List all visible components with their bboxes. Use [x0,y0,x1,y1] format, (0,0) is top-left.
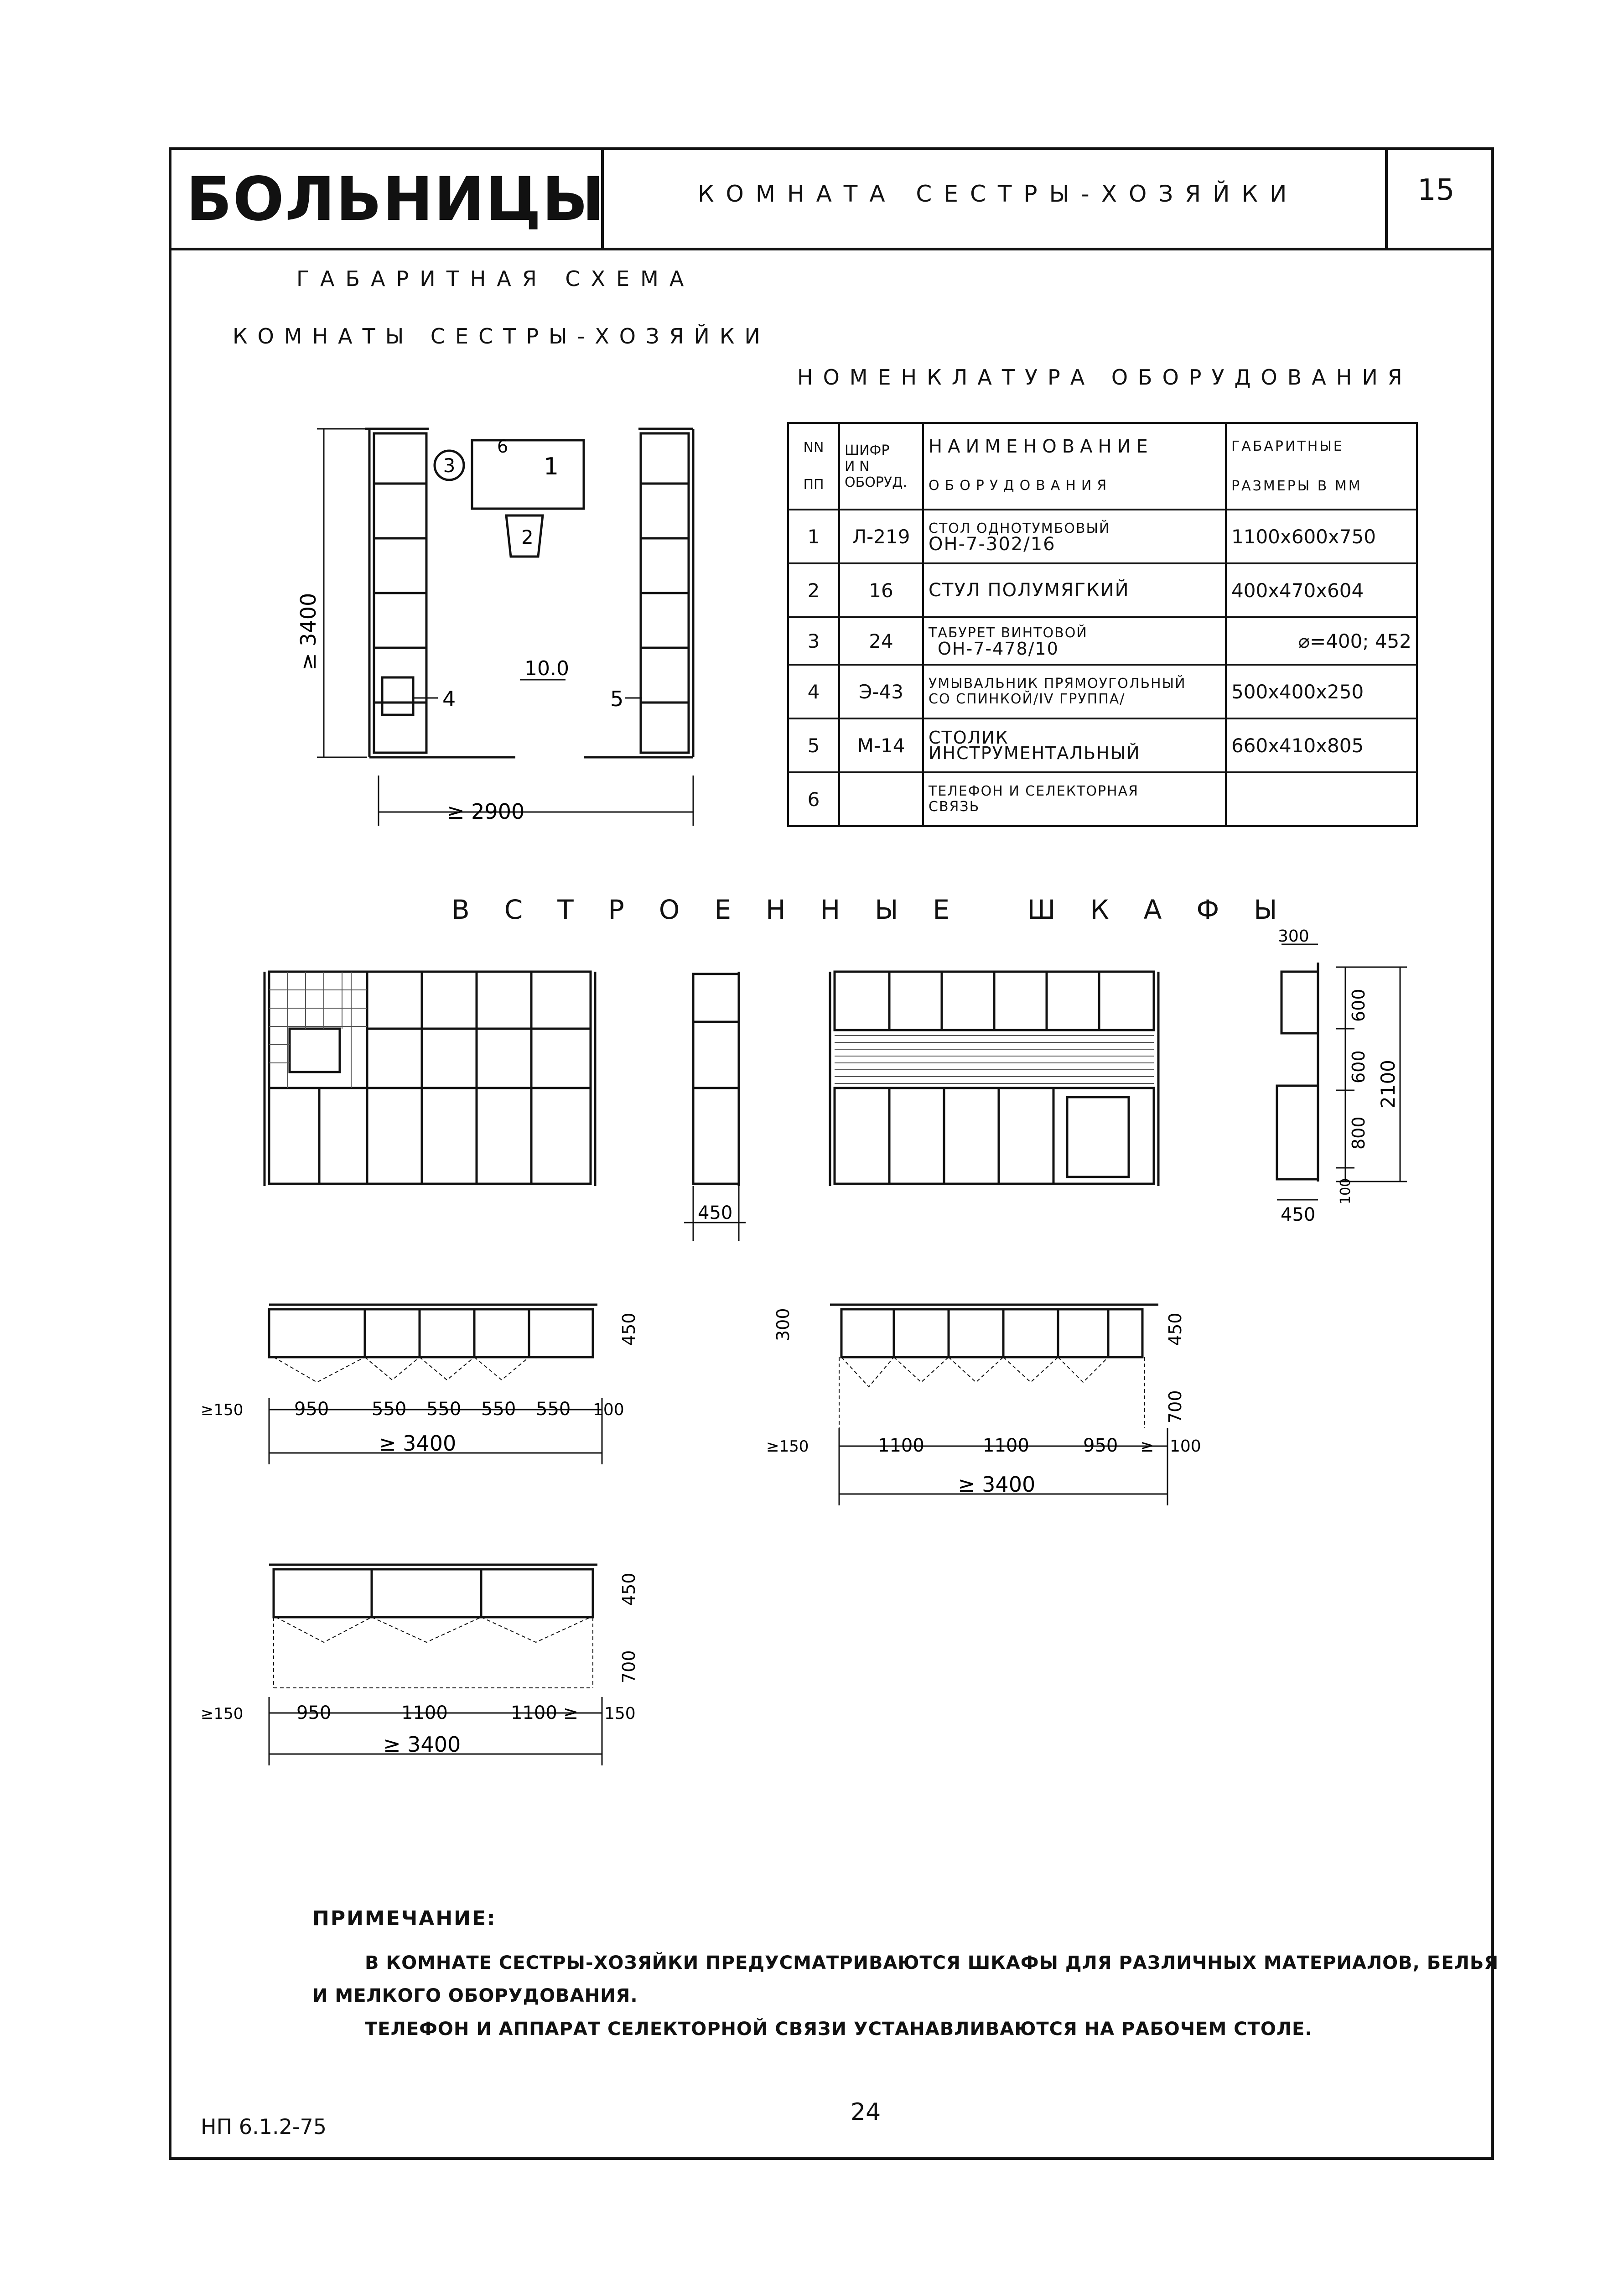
dim-plan-c-total: ≥ 3400 [383,1732,461,1757]
table-row [788,617,1417,665]
marker-3: 3 [443,454,456,477]
dim-plan-c-s1: 950 [296,1702,332,1723]
row-nn: 4 [788,665,839,718]
room-plan [274,401,730,848]
note-title: ПРИМЕЧАНИЕ: [312,1907,497,1930]
row-dims [1226,772,1417,826]
dim-width: ≥ 2900 [447,799,525,824]
row-name: СТОЛИК ИНСТРУМЕНТАЛЬНЫЙ [923,718,1226,772]
table-header-row [788,423,1417,510]
table-row [788,563,1417,617]
cabinet-elevation-a [260,967,607,1195]
cabinet-plan-c [201,1551,648,1788]
dim-side-b-h0: 600 [1349,989,1369,1022]
room-area: 10.0 [524,657,569,680]
dim-plan-a-s6: 100 [593,1400,624,1419]
row-nn: 1 [788,510,839,563]
dim-plan-a-s2: 550 [372,1399,407,1420]
table-row [788,510,1417,563]
dim-plan-b-clear: 700 [1165,1390,1185,1423]
note-line2: И МЕЛКОГО ОБОРУДОВАНИЯ. [312,1985,638,2006]
dim-plan-b-total: ≥ 3400 [958,1472,1036,1497]
row-dims: 400x470x604 [1226,563,1417,617]
dim-plan-b-s4: ≥ [1140,1437,1154,1456]
dim-height: ≥ 3400 [296,593,321,671]
dim-plan-a-s3: 550 [426,1399,462,1420]
dim-plan-c-s2: 1100 [401,1702,448,1723]
table-row [788,718,1417,772]
row-dims: ⌀=400; 452 [1226,617,1417,665]
section-title: БОЛЬНИЦЫ [186,164,606,234]
header-name: НАИМЕНОВАНИЕ ОБОРУДОВАНИЯ [923,423,1226,510]
dim-side-b-total: 2100 [1377,1060,1399,1109]
nomenclature-table [787,422,1418,827]
row-name: УМЫВАЛЬНИК ПРЯМОУГОЛЬНЫЙ СО СПИНКОЙ/IV ГРУППА/ [923,665,1226,718]
row-code [839,772,923,826]
note-line1: В КОМНАТЕ СЕСТРЫ-ХОЗЯЙКИ ПРЕДУСМАТРИВАЮТСЯ ШКАФЫ ДЛЯ РАЗЛИЧНЫХ МАТЕРИАЛОВ, БЕЛЬЯ [365,1952,1499,1973]
row-dims: 1100x600x750 [1226,510,1417,563]
dim-plan-b-s1: 1100 [878,1435,924,1456]
row-code: Л-219 [839,510,923,563]
marker-6: 6 [497,437,508,457]
dim-side-b-top: 300 [1278,927,1309,946]
header-dims: ГАБАРИТНЫЕ РАЗМЕРЫ В ММ [1226,423,1417,510]
row-name: ТЕЛЕФОН И СЕЛЕКТОРНАЯ СВЯЗЬ [923,772,1226,826]
footer-code: НП 6.1.2-75 [201,2114,327,2139]
scheme-title-line2: КОМНАТЫ СЕСТРЫ-ХОЗЯЙКИ [233,324,770,349]
sheet-title: КОМНАТА СЕСТРЫ-ХОЗЯЙКИ [698,181,1299,207]
cabinet-side-a [666,967,748,1264]
dim-plan-c-s3: 1100 ≥ [511,1702,579,1723]
cabinet-plan-a [201,1291,648,1487]
marker-5: 5 [610,687,624,711]
table-row [788,772,1417,826]
row-dims: 660x410x805 [1226,718,1417,772]
cabinet-elevation-b [825,967,1167,1195]
dim-plan-b-s2: 1100 [983,1435,1029,1456]
dim-plan-b-s3: 950 [1083,1435,1118,1456]
marker-2: 2 [521,526,534,548]
dim-side-a-depth: 450 [698,1202,733,1223]
cabinet-side-b [1250,926,1432,1255]
footer-page: 24 [851,2098,881,2126]
row-name: СТОЛ ОДНОТУМБОВЫЙ ОН-7-302/16 [923,510,1226,563]
dim-plan-a-depth: 450 [619,1312,639,1346]
row-code: Э-43 [839,665,923,718]
dim-plan-b-wall: 300 [773,1308,793,1341]
row-nn: 3 [788,617,839,665]
dim-plan-b-s5: 100 [1170,1437,1201,1456]
row-name: ТАБУРЕТ ВИНТОВОЙ ОН-7-478/10 [923,617,1226,665]
dim-plan-b-depth: 450 [1165,1312,1185,1346]
cabinets-title: ВСТРОЕННЫЕ ШКАФЫ [451,894,1312,925]
header-code: ШИФР И N ОБОРУД. [839,423,923,510]
dim-plan-a-s5: 550 [536,1399,571,1420]
dim-plan-b-s0: ≥150 [766,1437,809,1456]
row-name: СТУЛ ПОЛУМЯГКИЙ [923,563,1226,617]
dim-plan-c-s0: ≥150 [201,1705,244,1723]
table-row [788,665,1417,718]
dim-side-b-h2: 800 [1349,1116,1369,1150]
header-nn: NN ПП [788,423,839,510]
row-nn: 5 [788,718,839,772]
cabinet-plan-b [748,1291,1250,1528]
nomenclature-title: НОМЕНКЛАТУРА ОБОРУДОВАНИЯ [797,365,1412,390]
dim-side-b-h3: 100 [1338,1178,1354,1204]
dim-plan-c-s4: 150 [604,1704,636,1723]
row-code: М-14 [839,718,923,772]
scheme-title-line1: ГАБАРИТНАЯ СХЕМА [296,266,695,291]
dim-plan-a-s0: ≥150 [201,1401,244,1419]
title-divider-right [1385,147,1388,250]
dim-plan-a-total: ≥ 3400 [379,1431,457,1456]
row-nn: 2 [788,563,839,617]
marker-1: 1 [544,453,559,480]
dim-plan-a-s1: 950 [294,1399,329,1420]
marker-4: 4 [442,687,456,711]
row-nn: 6 [788,772,839,826]
row-code: 24 [839,617,923,665]
dim-side-b-depth: 450 [1281,1204,1316,1225]
row-dims: 500x400x250 [1226,665,1417,718]
dim-plan-a-s4: 550 [481,1399,516,1420]
note-line3: ТЕЛЕФОН И АППАРАТ СЕЛЕКТОРНОЙ СВЯЗИ УСТАНАВЛИВАЮТСЯ НА РАБОЧЕМ СТОЛЕ. [365,2019,1313,2040]
dim-plan-c-depth: 450 [619,1572,639,1606]
sheet-number: 15 [1417,173,1455,207]
dim-plan-c-clear: 700 [619,1650,639,1683]
row-code: 16 [839,563,923,617]
dim-side-b-h1: 600 [1349,1050,1369,1083]
